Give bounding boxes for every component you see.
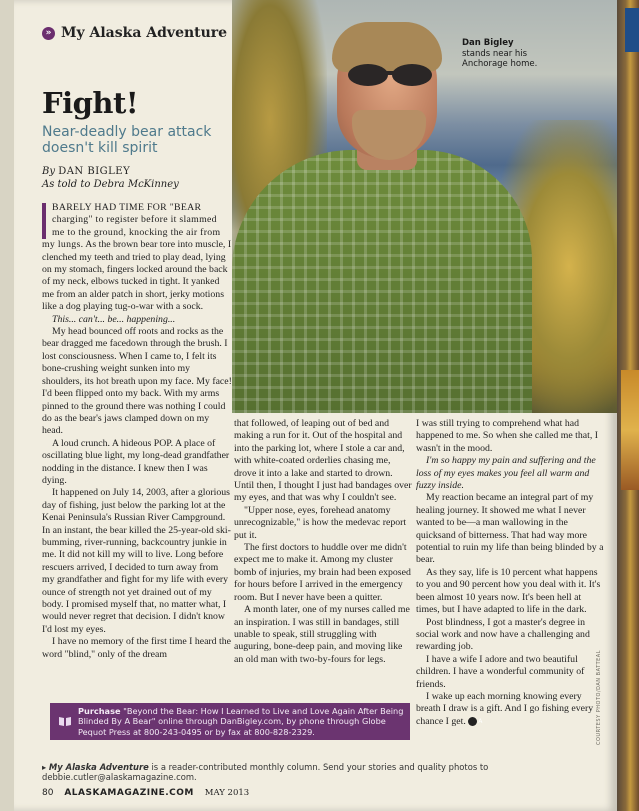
page-number: 80	[42, 788, 54, 798]
paragraph: "Upper nose, eyes, forehead anatomy unrecognizable," is how the medevac report put it.	[234, 504, 407, 541]
lead-in: BARELY HAD TIME FOR "BEAR charging" to register before it slammed me to the ground, knocking the air from my lungs.	[42, 202, 221, 251]
section-header	[42, 25, 227, 41]
column-note: ▸ My Alaska Adventure is a reader-contributed monthly column. Send your stories and quality photos to debbie.cutler@alaskamagazine.com.	[42, 762, 489, 782]
folio-date: MAY 2013	[204, 788, 250, 798]
paragraph: I was still trying to comprehend what had happened to me. So when she called me that, I wasn't in the mood.	[416, 418, 599, 454]
paragraph: My head bounced off roots and rocks as the bear dragged me facedown through the brush. I lost consciousness. When I came to, I felt its bone-crushing weight sunken into my shoulders, its hot breath upon my face. My face! I'd been flipped onto my back. With my arms pinned to the ground there was nothing I could do as the bear's jaws clamped down on my head.	[42, 326, 232, 437]
paragraph: Post blindness, I got a master's degree in social work and now have a challenging and rewarding job.	[416, 616, 590, 653]
caption-text: stands near his Anchorage home.	[462, 48, 538, 69]
byline-by: By	[42, 166, 55, 177]
paragraph: The first doctors to huddle over me didn't expect me to make it. Among my cluster bomb of injuries, my brain had been exposed for hours before I arrived in the emergency room. But I never have been a quitter.	[234, 542, 411, 603]
caption-name: Dan Bigley	[462, 38, 514, 48]
end-mark-icon: A	[468, 717, 477, 726]
purchase-label: Purchase	[78, 705, 121, 716]
sunglasses-icon	[344, 62, 436, 88]
paragraph: I have a wife I adore and two beautiful children. I have a wonderful community of friends.	[416, 653, 585, 690]
purchase-text	[78, 706, 408, 738]
body-column-2	[234, 418, 414, 666]
paragraph	[416, 691, 606, 728]
folio	[42, 788, 249, 798]
column-note-label: My Alaska Adventure	[48, 762, 149, 772]
photo-caption	[462, 38, 572, 70]
book-icon	[58, 716, 72, 727]
paragraph: I'm so happy my pain and suffering and the loss of my eyes makes you feel all warm and fuzzy inside.	[416, 455, 596, 492]
byline-name: DAN BIGLEY	[58, 166, 131, 177]
byline	[42, 166, 130, 177]
chevron-right-icon: »	[42, 27, 55, 40]
paragraph: A month later, one of my nurses called me an inspiration. I was still in bandages, still unable to speak, still struggling with auguring, bone-deep pain, and moving like an old man with two-by-fours for legs.	[234, 604, 410, 665]
paragraph: I have no memory of the first time I heard the word "blind," only of the dream	[42, 636, 232, 660]
portrait-photo	[232, 0, 617, 413]
folio-site: ALASKAMAGAZINE.COM	[64, 788, 194, 798]
paragraph: My reaction became an integral part of my healing journey. It showed me what I never wanted to be—a man wallowing in the quicksand of bitterness. That had way more potential to ruin my life than being blinded by a bear.	[416, 492, 604, 566]
photo-credit: COURTESY PHOTO/DAN BATTEAL	[596, 650, 602, 745]
paragraph: This... can't... be... happening...	[52, 313, 176, 325]
column-note-text: is a reader-contributed monthly column. Send your stories and quality photos to debbie.cutler@alaskamagazine.com.	[42, 762, 489, 782]
paragraph: that followed, of leaping out of bed and making a run for it. Out of the hospital and into the parking lot, where I stole a car and, with white-coated orderlies chasing me, drove it into a lake and started to drown. Until then, I thought I just had bandages over my eyes, and that was why I couldn't see.	[234, 418, 412, 504]
paragraph: It happened on July 14, 2003, after a glorious day of fishing, just below the parking lot at the Kenai Peninsula's Russian River Campground. In an instant, the bear killed the 25-year-old ski-bumming, river-running, backcountry junkie in me. It did not kill my will to live. Long before rescuers arrived, I decided to turn away from my grandfather and fight for my life with every ounce of strength not yet drained out of my body. I promised myself that, no matter what, I would never regret that decision. I didn't know I'd lost my eyes.	[42, 487, 231, 635]
article-title: Fight!	[42, 86, 139, 120]
magazine-page	[14, 0, 617, 811]
paragraph	[42, 202, 232, 314]
section-title: My Alaska Adventure	[61, 25, 228, 41]
lead-rest: As the brown bear tore into muscle, I clenched my teeth and tried to play dead, lying on my stomach, fingers locked around the back of my neck, elbows tucked in tight. It yanked me from an alder patch in short, jerky motions like a dog playing tug-o-war with a sock.	[42, 239, 232, 313]
body-column-3	[416, 418, 606, 728]
facing-page-edge	[617, 0, 639, 811]
body-column-1	[42, 202, 232, 661]
article-dek: Near-deadly bear attack doesn't kill spirit	[42, 124, 212, 156]
told-to: As told to Debra McKinney	[42, 179, 179, 190]
last-paragraph-text: I wake up each morning knowing every breath I draw is a gift. And I go fishing every chance I get.	[416, 690, 594, 727]
purchase-box	[50, 703, 410, 740]
drop-cap-bar	[42, 203, 46, 239]
purchase-body: "Beyond the Bear: How I Learned to Live and Love Again After Being Blinded By A Bear" online through DanBigley.com, by phone through Globe Pequot Press at 800-243-0495 or by fax at 800-828-2329.	[78, 705, 404, 737]
paragraph: As they say, life is 10 percent what happens to you and 90 percent how you deal with it. It's been almost 10 years now. It's been hell at times, but I have adapted to life in the dark.	[416, 566, 601, 616]
paragraph: A loud crunch. A hideous POP. A place of oscillating blue light, my long-dead grandfather nodding in the distance. I knew then I was dying.	[42, 437, 230, 486]
